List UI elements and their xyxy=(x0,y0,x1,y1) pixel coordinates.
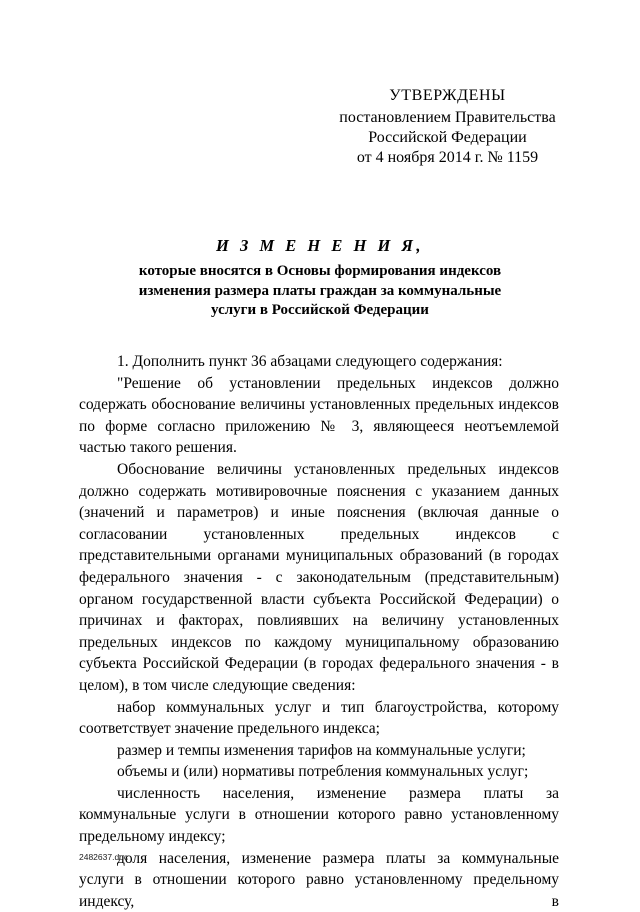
paragraph: объемы и (или) нормативы потребления коммунальных услуг; xyxy=(117,763,529,781)
subtitle-line: изменения размера платы граждан за коммунальные xyxy=(138,282,502,299)
paragraph: 1. Дополнить пункт 36 абзацами следующего содержания: xyxy=(117,353,503,370)
paragraph: Обоснование величины установленных предельных индексов должно содержать мотивировочные пояснения с указанием данных (значений и параметров) и иные пояснения (включая данные о согласовании установленных предельных индексов с представительными органами муниципальных образований (в городах федерального значения - с законодательным (представительным) органом государственной власти субъекта Российской Федерации) о причинах и факторах, повлиявших на величину установленных предельных индексов по каждому муниципальному образованию субъекта Российской Федерации (в городах федерального значения - в целом), в том числе следующие сведения: xyxy=(79,460,559,694)
paragraph: доля населения, изменение размера платы за коммунальные услуги в отношении которого равно установленному предельному индексу, в xyxy=(79,849,559,910)
document-subtitle xyxy=(70,262,570,321)
paragraph: "Решение об установлении предельных индексов должно содержать обоснование величины установленных предельных индексов по форме согласно приложению № 3, являющееся неотъемлемой частью такого решения. xyxy=(79,374,559,457)
document-title: И З М Е Н Е Н И Я, xyxy=(216,236,424,255)
approval-line: постановлением Правительства xyxy=(339,109,556,126)
approval-line: Российской Федерации xyxy=(368,129,527,146)
subtitle-line: которые вносятся в Основы формирования индексов xyxy=(138,263,502,279)
approval-date-number: от 4 ноября 2014 г. № 1159 xyxy=(356,149,539,166)
paragraph: набор коммунальных услуг и тип благоустройства, которому соответствует значение предельного индекса; xyxy=(79,698,559,738)
subtitle-line: услуги в Российской Федерации xyxy=(211,302,429,318)
paragraph: размер и темпы изменения тарифов на коммунальные услуги; xyxy=(117,741,526,759)
file-name-footer: 2482637.doc xyxy=(79,852,129,862)
approval-title: УТВЕРЖДЕНЫ xyxy=(389,87,506,104)
paragraph: численность населения, изменение размера платы за коммунальные услуги в отношении которого равно установленному предельному индексу; xyxy=(79,784,559,846)
approval-block xyxy=(330,86,565,168)
document-body xyxy=(79,351,559,912)
